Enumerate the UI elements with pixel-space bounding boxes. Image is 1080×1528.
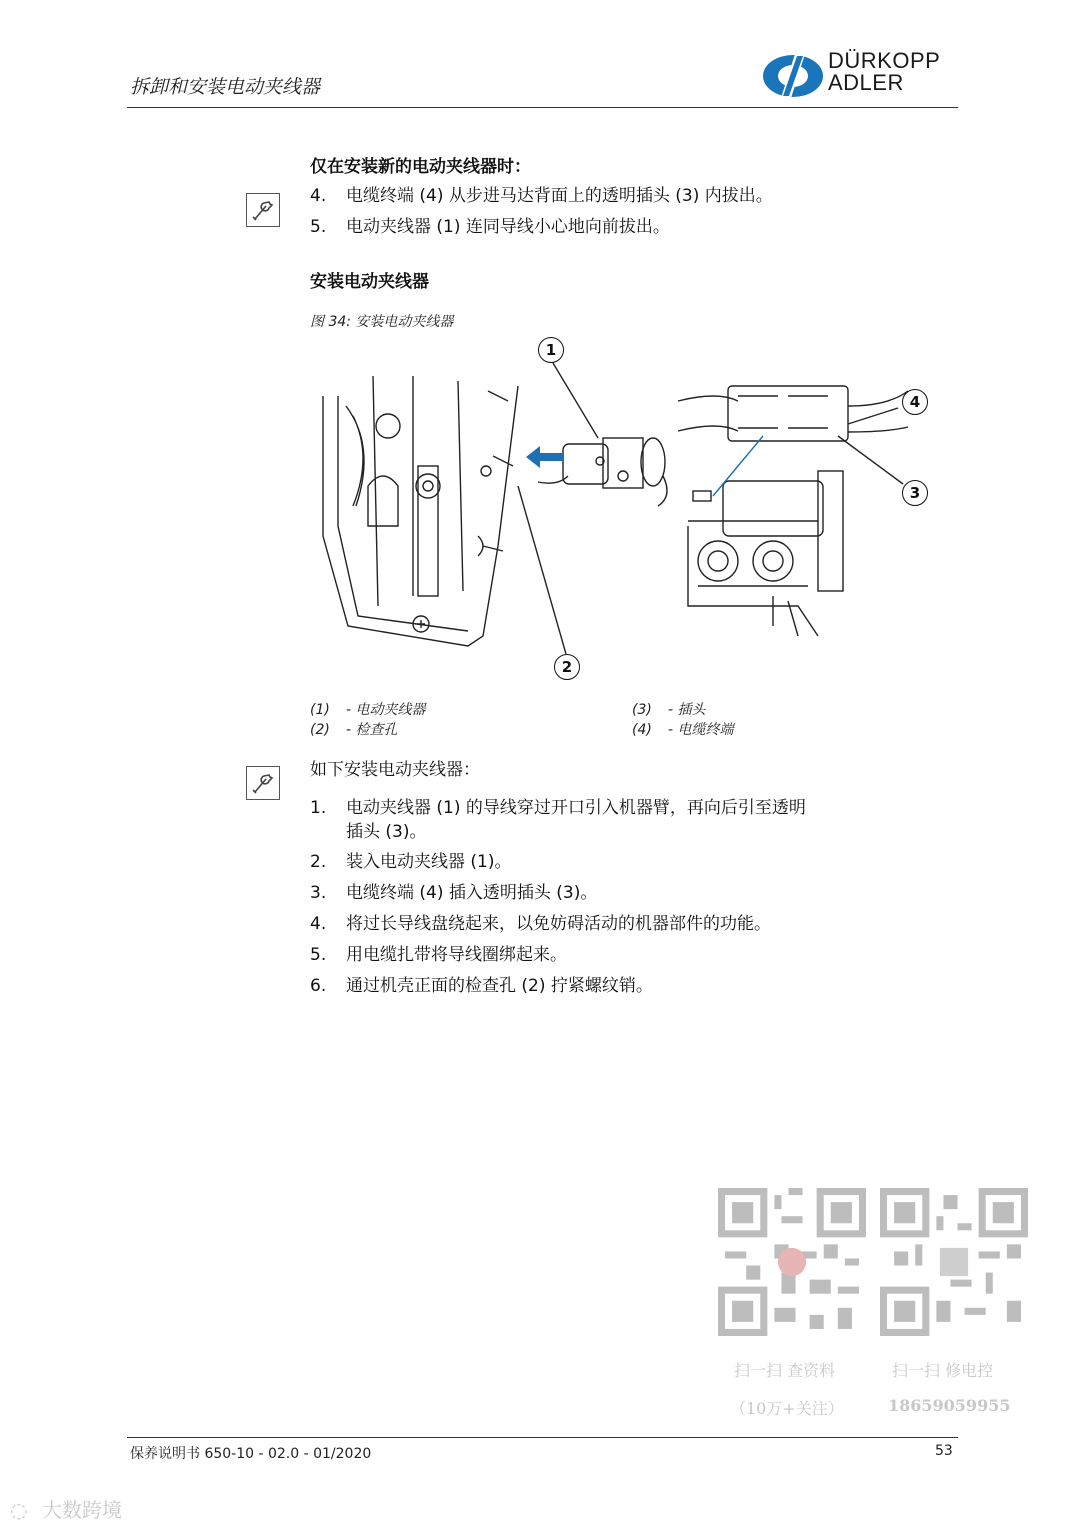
section-heading-install: 安装电动夹线器 (310, 272, 429, 292)
figure-illustration (318, 336, 938, 656)
list-item (310, 974, 653, 998)
step-text: 装入电动夹线器 (1)。 (346, 852, 512, 872)
callout-2: 2 (554, 654, 580, 680)
header-divider (127, 107, 958, 108)
company-logo-mark (762, 52, 824, 100)
callout-1: 1 (538, 337, 564, 363)
qr-left-caption: 扫一扫 查资料 (734, 1361, 836, 1380)
footer-divider (127, 1437, 958, 1438)
step-text: 电动夹线器 (1) 连同导线小心地向前拔出。 (346, 217, 670, 237)
qr-left-subcaption: （10万+关注） (730, 1399, 844, 1418)
step-number: 5. (310, 945, 327, 965)
step-number: 5. (310, 217, 327, 237)
list-item (310, 215, 670, 239)
legend-number: (1) (310, 702, 330, 718)
qr-right-caption: 扫一扫 修电控 (892, 1361, 994, 1380)
step-text: 通过机壳正面的检查孔 (2) 拧紧螺纹销。 (346, 976, 653, 996)
legend-text: - 电动夹线器 (346, 702, 426, 718)
legend-number: (2) (310, 722, 330, 738)
list-item (310, 850, 511, 874)
legend-item-1 (310, 699, 426, 719)
legend-number: (3) (632, 702, 652, 718)
list-item (310, 912, 771, 936)
legend-item-3 (632, 699, 706, 719)
page-number: 53 (935, 1443, 953, 1459)
step-number: 2. (310, 852, 327, 872)
legend-item-2 (310, 719, 398, 739)
callout-3: 3 (902, 480, 928, 506)
legend-number: (4) (632, 722, 652, 738)
legend-item-4 (632, 719, 734, 739)
logo-line-2: ADLER (828, 70, 904, 95)
figure-caption: 图 34: 安装电动夹线器 (310, 314, 454, 330)
step-text: 电动夹线器 (1) 的导线穿过开口引入机器臂，再向后引至透明 (346, 798, 806, 818)
wrench-icon (246, 193, 280, 227)
page-header-title: 拆卸和安装电动夹线器 (130, 76, 321, 98)
list-item (310, 796, 806, 844)
install-intro: 如下安装电动夹线器： (310, 760, 480, 780)
wrench-icon (246, 766, 280, 800)
list-item (310, 881, 597, 905)
step-number: 6. (310, 976, 327, 996)
list-item (310, 943, 567, 967)
logo-line-1: DÜRKOPP (828, 48, 941, 73)
step-text: 电缆终端 (4) 插入透明插头 (3)。 (346, 883, 598, 903)
step-text: 将过长导线盘绕起来，以免妨碍活动的机器部件的功能。 (346, 914, 771, 934)
list-item (310, 184, 773, 208)
qr-right-subcaption: 18659059955 (888, 1396, 1011, 1415)
step-text: 电缆终端 (4) 从步进马达背面上的透明插头 (3) 内拔出。 (346, 186, 773, 206)
step-number: 3. (310, 883, 327, 903)
watermark-text: 大数跨境 (42, 1498, 122, 1522)
qr-code-left[interactable] (718, 1188, 866, 1336)
legend-text: - 电缆终端 (668, 722, 734, 738)
step-number: 4. (310, 186, 327, 206)
weibo-icon: ◌ (10, 1498, 28, 1522)
step-number: 4. (310, 914, 327, 934)
legend-text: - 插头 (668, 702, 706, 718)
step-text: 用电缆扎带将导线圈绑起来。 (346, 945, 567, 965)
footer-document-id: 保养说明书 650-10 - 02.0 - 01/2020 (130, 1446, 372, 1462)
step-text-continued: 插头 (3)。 (346, 822, 427, 842)
callout-4: 4 (902, 389, 928, 415)
qr-code-right[interactable] (880, 1188, 1028, 1336)
step-number: 1. (310, 798, 327, 818)
company-logo-text (828, 50, 940, 94)
watermark (10, 1494, 122, 1523)
legend-text: - 检查孔 (346, 722, 398, 738)
section-heading-new-install: 仅在安装新的电动夹线器时： (310, 157, 531, 177)
